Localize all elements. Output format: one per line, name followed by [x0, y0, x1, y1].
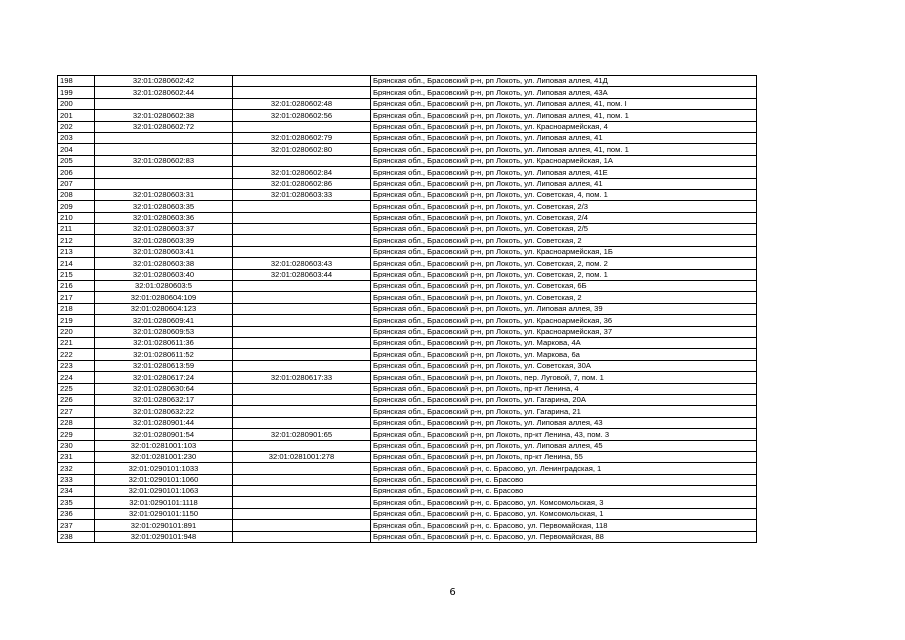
- table-row: [58, 440, 757, 451]
- related-cadastral-number-cell: 32:01:0280603:44: [233, 269, 371, 280]
- table-row: [58, 508, 757, 519]
- row-number-cell: 226: [58, 394, 95, 405]
- table-row: [58, 394, 757, 405]
- row-number-cell: 201: [58, 110, 95, 121]
- row-number-cell: 225: [58, 383, 95, 394]
- cadastral-number-cell: 32:01:0280602:72: [95, 121, 233, 132]
- related-cadastral-number-cell: [233, 349, 371, 360]
- table-row: [58, 281, 757, 292]
- cadastral-number-cell: 32:01:0290101:1060: [95, 474, 233, 485]
- table-row: [58, 212, 757, 223]
- row-number-cell: 204: [58, 144, 95, 155]
- cadastral-number-cell: 32:01:0280632:17: [95, 394, 233, 405]
- table-row: [58, 417, 757, 428]
- related-cadastral-number-cell: [233, 383, 371, 394]
- table-row: [58, 87, 757, 98]
- table-row: [58, 372, 757, 383]
- table-row: [58, 189, 757, 200]
- row-number-cell: 211: [58, 224, 95, 235]
- related-cadastral-number-cell: 32:01:0280602:56: [233, 110, 371, 121]
- cadastral-number-cell: 32:01:0280602:42: [95, 76, 233, 87]
- table-row: [58, 326, 757, 337]
- row-number-cell: 236: [58, 508, 95, 519]
- row-number-cell: 235: [58, 497, 95, 508]
- row-number-cell: 234: [58, 486, 95, 497]
- related-cadastral-number-cell: [233, 292, 371, 303]
- address-cell: Брянская обл., Брасовский р-н, рп Локоть, ул. Советская, 2: [371, 235, 757, 246]
- address-cell: Брянская обл., Брасовский р-н, рп Локоть, ул. Красноармейская, 4: [371, 121, 757, 132]
- address-cell: Брянская обл., Брасовский р-н, рп Локоть, ул. Советская, 2/4: [371, 212, 757, 223]
- cadastral-number-cell: 32:01:0280602:83: [95, 155, 233, 166]
- address-cell: Брянская обл., Брасовский р-н, рп Локоть, ул. Липовая аллея, 39: [371, 303, 757, 314]
- table-row: [58, 303, 757, 314]
- address-cell: Брянская обл., Брасовский р-н, рп Локоть, ул. Советская, 2, пом. 2: [371, 258, 757, 269]
- cadastral-number-cell: 32:01:0290101:948: [95, 531, 233, 542]
- address-cell: Брянская обл., Брасовский р-н, рп Локоть, пр-кт Ленина, 4: [371, 383, 757, 394]
- table-row: [58, 429, 757, 440]
- address-cell: Брянская обл., Брасовский р-н, с. Брасово, ул. Первомайская, 88: [371, 531, 757, 542]
- related-cadastral-number-cell: 32:01:0280617:33: [233, 372, 371, 383]
- address-cell: Брянская обл., Брасовский р-н, рп Локоть, ул. Липовая аллея, 41Д: [371, 76, 757, 87]
- address-cell: Брянская обл., Брасовский р-н, рп Локоть, пр-кт Ленина, 55: [371, 451, 757, 462]
- related-cadastral-number-cell: [233, 235, 371, 246]
- address-cell: Брянская обл., Брасовский р-н, рп Локоть, ул. Маркова, 6а: [371, 349, 757, 360]
- table-row: [58, 349, 757, 360]
- address-cell: Брянская обл., Брасовский р-н, с. Брасово, ул. Ленинградская, 1: [371, 463, 757, 474]
- cadastral-number-cell: [95, 132, 233, 143]
- row-number-cell: 223: [58, 360, 95, 371]
- address-cell: Брянская обл., Брасовский р-н, рп Локоть, ул. Красноармейская, 1Б: [371, 246, 757, 257]
- address-cell: Брянская обл., Брасовский р-н, рп Локоть, ул. Липовая аллея, 45: [371, 440, 757, 451]
- address-cell: Брянская обл., Брасовский р-н, рп Локоть, ул. Советская, 30А: [371, 360, 757, 371]
- table-body: [58, 76, 757, 543]
- table-row: [58, 246, 757, 257]
- related-cadastral-number-cell: [233, 417, 371, 428]
- related-cadastral-number-cell: [233, 87, 371, 98]
- address-cell: Брянская обл., Брасовский р-н, рп Локоть, ул. Советская, 2/5: [371, 224, 757, 235]
- related-cadastral-number-cell: [233, 360, 371, 371]
- related-cadastral-number-cell: 32:01:0280603:33: [233, 189, 371, 200]
- table-row: [58, 520, 757, 531]
- row-number-cell: 238: [58, 531, 95, 542]
- related-cadastral-number-cell: [233, 303, 371, 314]
- cadastral-number-cell: 32:01:0280602:44: [95, 87, 233, 98]
- related-cadastral-number-cell: [233, 520, 371, 531]
- address-cell: Брянская обл., Брасовский р-н, рп Локоть, ул. Гагарина, 21: [371, 406, 757, 417]
- table-row: [58, 110, 757, 121]
- address-cell: Брянская обл., Брасовский р-н, рп Локоть, ул. Советская, 2: [371, 292, 757, 303]
- address-cell: Брянская обл., Брасовский р-н, рп Локоть, ул. Советская, 4, пом. 1: [371, 189, 757, 200]
- row-number-cell: 230: [58, 440, 95, 451]
- cadastral-table: [57, 75, 757, 543]
- row-number-cell: 209: [58, 201, 95, 212]
- related-cadastral-number-cell: 32:01:0281001:278: [233, 451, 371, 462]
- table-row: [58, 531, 757, 542]
- related-cadastral-number-cell: [233, 315, 371, 326]
- address-cell: Брянская обл., Брасовский р-н, рп Локоть, пр-кт Ленина, 43, пом. 3: [371, 429, 757, 440]
- row-number-cell: 208: [58, 189, 95, 200]
- address-cell: Брянская обл., Брасовский р-н, рп Локоть, ул. Советская, 6Б: [371, 281, 757, 292]
- related-cadastral-number-cell: [233, 486, 371, 497]
- row-number-cell: 206: [58, 167, 95, 178]
- table-row: [58, 463, 757, 474]
- address-cell: Брянская обл., Брасовский р-н, рп Локоть, ул. Липовая аллея, 41, пом. 1: [371, 144, 757, 155]
- cadastral-number-cell: 32:01:0280613:59: [95, 360, 233, 371]
- cadastral-number-cell: 32:01:0280609:41: [95, 315, 233, 326]
- row-number-cell: 214: [58, 258, 95, 269]
- address-cell: Брянская обл., Брасовский р-н, рп Локоть, ул. Советская, 2, пом. 1: [371, 269, 757, 280]
- address-cell: Брянская обл., Брасовский р-н, рп Локоть, ул. Липовая аллея, 43А: [371, 87, 757, 98]
- cadastral-number-cell: 32:01:0281001:230: [95, 451, 233, 462]
- table-row: [58, 486, 757, 497]
- related-cadastral-number-cell: [233, 508, 371, 519]
- related-cadastral-number-cell: [233, 246, 371, 257]
- related-cadastral-number-cell: [233, 76, 371, 87]
- table-row: [58, 178, 757, 189]
- address-cell: Брянская обл., Брасовский р-н, рп Локоть, ул. Красноармейская, 36: [371, 315, 757, 326]
- row-number-cell: 221: [58, 337, 95, 348]
- related-cadastral-number-cell: 32:01:0280602:79: [233, 132, 371, 143]
- related-cadastral-number-cell: [233, 155, 371, 166]
- related-cadastral-number-cell: 32:01:0280602:48: [233, 98, 371, 109]
- table-row: [58, 474, 757, 485]
- address-cell: Брянская обл., Брасовский р-н, рп Локоть, ул. Красноармейская, 37: [371, 326, 757, 337]
- address-cell: Брянская обл., Брасовский р-н, рп Локоть, ул. Красноармейская, 1А: [371, 155, 757, 166]
- cadastral-number-cell: 32:01:0280603:37: [95, 224, 233, 235]
- related-cadastral-number-cell: [233, 121, 371, 132]
- address-cell: Брянская обл., Брасовский р-н, с. Брасово: [371, 474, 757, 485]
- related-cadastral-number-cell: [233, 212, 371, 223]
- related-cadastral-number-cell: 32:01:0280602:86: [233, 178, 371, 189]
- row-number-cell: 203: [58, 132, 95, 143]
- cadastral-number-cell: 32:01:0280603:35: [95, 201, 233, 212]
- table-row: [58, 167, 757, 178]
- address-cell: Брянская обл., Брасовский р-н, рп Локоть, ул. Гагарина, 20А: [371, 394, 757, 405]
- cadastral-number-cell: 32:01:0280901:44: [95, 417, 233, 428]
- related-cadastral-number-cell: 32:01:0280602:80: [233, 144, 371, 155]
- address-cell: Брянская обл., Брасовский р-н, рп Локоть, ул. Липовая аллея, 41, пом. 1: [371, 110, 757, 121]
- table-row: [58, 383, 757, 394]
- cadastral-number-cell: 32:01:0280611:52: [95, 349, 233, 360]
- related-cadastral-number-cell: [233, 201, 371, 212]
- table-row: [58, 292, 757, 303]
- row-number-cell: 198: [58, 76, 95, 87]
- row-number-cell: 227: [58, 406, 95, 417]
- row-number-cell: 229: [58, 429, 95, 440]
- related-cadastral-number-cell: [233, 224, 371, 235]
- address-cell: Брянская обл., Брасовский р-н, рп Локоть, ул. Советская, 2/3: [371, 201, 757, 212]
- row-number-cell: 219: [58, 315, 95, 326]
- row-number-cell: 202: [58, 121, 95, 132]
- table-row: [58, 235, 757, 246]
- row-number-cell: 237: [58, 520, 95, 531]
- cadastral-number-cell: 32:01:0280603:41: [95, 246, 233, 257]
- table-row: [58, 337, 757, 348]
- row-number-cell: 231: [58, 451, 95, 462]
- table-row: [58, 76, 757, 87]
- cadastral-number-cell: 32:01:0280603:39: [95, 235, 233, 246]
- related-cadastral-number-cell: [233, 497, 371, 508]
- related-cadastral-number-cell: 32:01:0280901:65: [233, 429, 371, 440]
- cadastral-number-cell: 32:01:0281001:103: [95, 440, 233, 451]
- cadastral-number-cell: 32:01:0290101:1118: [95, 497, 233, 508]
- row-number-cell: 199: [58, 87, 95, 98]
- table-row: [58, 121, 757, 132]
- related-cadastral-number-cell: [233, 531, 371, 542]
- table-row: [58, 98, 757, 109]
- cadastral-number-cell: 32:01:0280604:123: [95, 303, 233, 314]
- cadastral-number-cell: 32:01:0280603:36: [95, 212, 233, 223]
- related-cadastral-number-cell: [233, 406, 371, 417]
- table-row: [58, 258, 757, 269]
- row-number-cell: 200: [58, 98, 95, 109]
- address-cell: Брянская обл., Брасовский р-н, рп Локоть, ул. Липовая аллея, 41: [371, 132, 757, 143]
- row-number-cell: 222: [58, 349, 95, 360]
- related-cadastral-number-cell: [233, 281, 371, 292]
- row-number-cell: 210: [58, 212, 95, 223]
- address-cell: Брянская обл., Брасовский р-н, рп Локоть, ул. Липовая аллея, 41, пом. I: [371, 98, 757, 109]
- page-number: 6: [449, 587, 456, 598]
- address-cell: Брянская обл., Брасовский р-н, с. Брасово, ул. Первомайская, 118: [371, 520, 757, 531]
- table-row: [58, 132, 757, 143]
- row-number-cell: 224: [58, 372, 95, 383]
- address-cell: Брянская обл., Брасовский р-н, с. Брасово: [371, 486, 757, 497]
- table-row: [58, 144, 757, 155]
- row-number-cell: 215: [58, 269, 95, 280]
- cadastral-number-cell: 32:01:0280632:22: [95, 406, 233, 417]
- row-number-cell: 232: [58, 463, 95, 474]
- cadastral-number-cell: 32:01:0280604:109: [95, 292, 233, 303]
- cadastral-number-cell: 32:01:0280602:38: [95, 110, 233, 121]
- row-number-cell: 217: [58, 292, 95, 303]
- related-cadastral-number-cell: [233, 394, 371, 405]
- cadastral-number-cell: 32:01:0280617:24: [95, 372, 233, 383]
- related-cadastral-number-cell: [233, 440, 371, 451]
- cadastral-number-cell: 32:01:0280901:54: [95, 429, 233, 440]
- address-cell: Брянская обл., Брасовский р-н, рп Локоть, пер. Луговой, 7, пом. 1: [371, 372, 757, 383]
- table-row: [58, 224, 757, 235]
- cadastral-number-cell: 32:01:0280603:31: [95, 189, 233, 200]
- table-row: [58, 315, 757, 326]
- row-number-cell: 205: [58, 155, 95, 166]
- cadastral-number-cell: 32:01:0280609:53: [95, 326, 233, 337]
- related-cadastral-number-cell: 32:01:0280603:43: [233, 258, 371, 269]
- cadastral-number-cell: 32:01:0280603:38: [95, 258, 233, 269]
- cadastral-number-cell: [95, 144, 233, 155]
- cadastral-number-cell: 32:01:0280630:64: [95, 383, 233, 394]
- address-cell: Брянская обл., Брасовский р-н, рп Локоть, ул. Липовая аллея, 43: [371, 417, 757, 428]
- row-number-cell: 213: [58, 246, 95, 257]
- row-number-cell: 220: [58, 326, 95, 337]
- related-cadastral-number-cell: [233, 326, 371, 337]
- cadastral-number-cell: 32:01:0290101:1150: [95, 508, 233, 519]
- row-number-cell: 228: [58, 417, 95, 428]
- cadastral-number-cell: [95, 167, 233, 178]
- table-row: [58, 360, 757, 371]
- table-row: [58, 497, 757, 508]
- table-row: [58, 201, 757, 212]
- row-number-cell: 233: [58, 474, 95, 485]
- cadastral-number-cell: 32:01:0280603:5: [95, 281, 233, 292]
- address-cell: Брянская обл., Брасовский р-н, с. Брасово, ул. Комсомольская, 3: [371, 497, 757, 508]
- cadastral-number-cell: 32:01:0290101:1033: [95, 463, 233, 474]
- table-row: [58, 269, 757, 280]
- address-cell: Брянская обл., Брасовский р-н, рп Локоть, ул. Липовая аллея, 41: [371, 178, 757, 189]
- address-cell: Брянская обл., Брасовский р-н, рп Локоть, ул. Липовая аллея, 41Е: [371, 167, 757, 178]
- related-cadastral-number-cell: 32:01:0280602:84: [233, 167, 371, 178]
- row-number-cell: 218: [58, 303, 95, 314]
- table-row: [58, 451, 757, 462]
- cadastral-number-cell: 32:01:0280603:40: [95, 269, 233, 280]
- row-number-cell: 212: [58, 235, 95, 246]
- table-row: [58, 406, 757, 417]
- related-cadastral-number-cell: [233, 463, 371, 474]
- cadastral-number-cell: 32:01:0290101:1063: [95, 486, 233, 497]
- table-row: [58, 155, 757, 166]
- cadastral-number-cell: [95, 178, 233, 189]
- address-cell: Брянская обл., Брасовский р-н, с. Брасово, ул. Комсомольская, 1: [371, 508, 757, 519]
- related-cadastral-number-cell: [233, 474, 371, 485]
- cadastral-number-cell: 32:01:0280611:36: [95, 337, 233, 348]
- row-number-cell: 216: [58, 281, 95, 292]
- cadastral-number-cell: [95, 98, 233, 109]
- cadastral-number-cell: 32:01:0290101:891: [95, 520, 233, 531]
- address-cell: Брянская обл., Брасовский р-н, рп Локоть, ул. Маркова, 4А: [371, 337, 757, 348]
- row-number-cell: 207: [58, 178, 95, 189]
- related-cadastral-number-cell: [233, 337, 371, 348]
